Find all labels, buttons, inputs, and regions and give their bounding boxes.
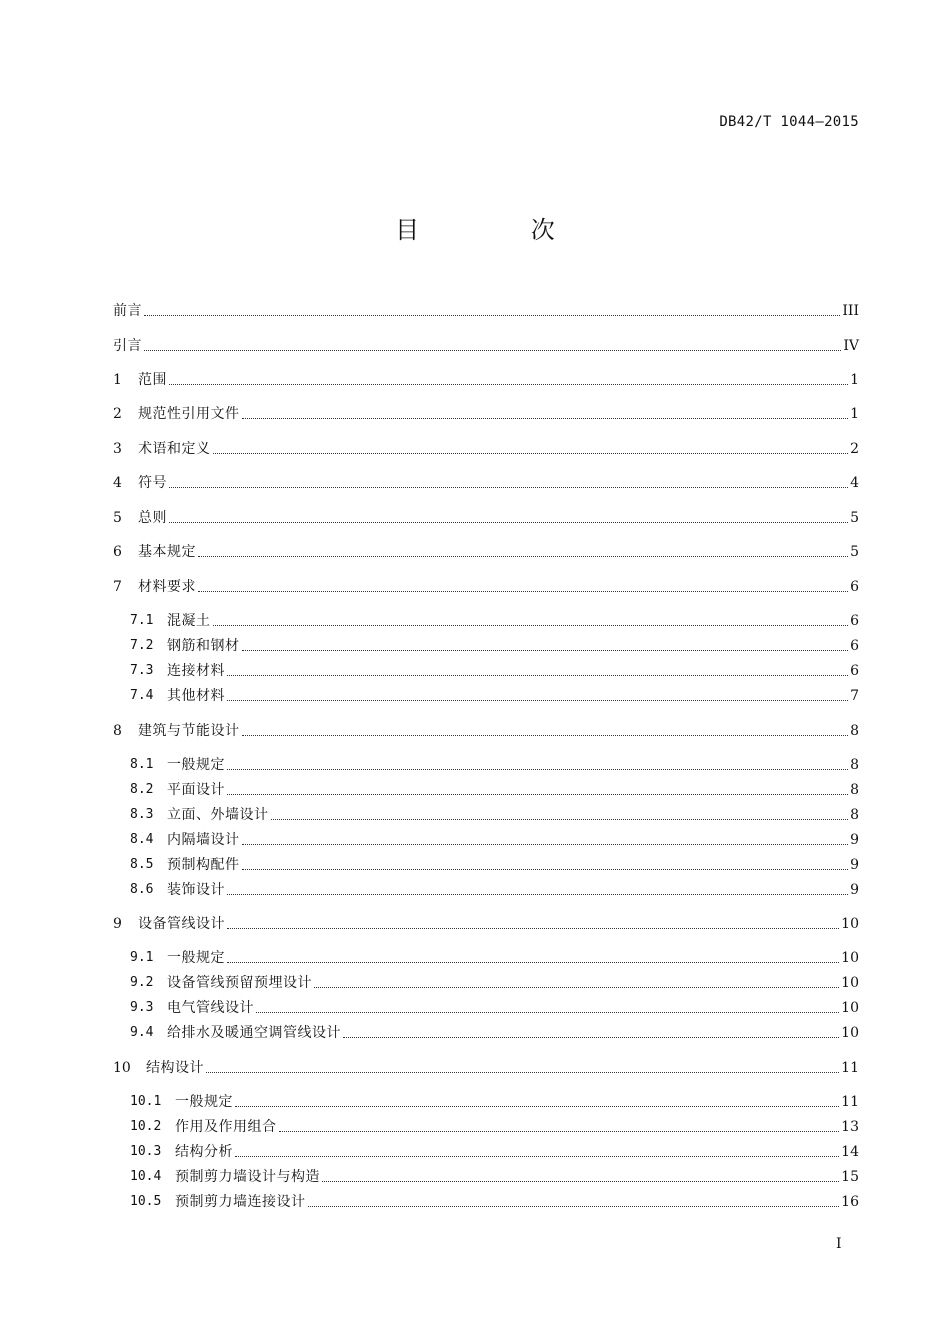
toc-entry-number: 6 (113, 544, 122, 560)
toc-dot-leader (198, 590, 848, 592)
toc-entry-label: 范围 (138, 372, 167, 388)
toc-entry-page: 1 (850, 372, 859, 388)
toc-dot-leader (169, 521, 848, 523)
toc-entry-page: 8 (850, 807, 859, 823)
toc-dot-leader (206, 1071, 839, 1073)
toc-dot-leader (227, 893, 848, 895)
toc-entry-page: 15 (841, 1169, 859, 1185)
toc-entry-number: 7.3 (130, 663, 154, 678)
page-number: I (836, 1236, 842, 1252)
toc-entry-number: 9.4 (130, 1025, 154, 1040)
toc-dot-leader (227, 927, 839, 929)
toc-entry-label: 基本规定 (138, 544, 196, 560)
toc-entry-number: 8.1 (130, 757, 154, 772)
toc-entry-number: 8.3 (130, 807, 154, 822)
toc-entry-number: 9.1 (130, 950, 154, 965)
toc-entry-label: 一般规定 (175, 1094, 233, 1110)
toc-entry-number: 5 (113, 510, 122, 526)
toc-entry-page: 13 (841, 1119, 859, 1135)
toc-entry-label: 预制剪力墙连接设计 (175, 1194, 306, 1210)
toc-entry[interactable] (113, 404, 859, 424)
toc-entry-page: 9 (850, 832, 859, 848)
toc-entry[interactable] (130, 998, 859, 1018)
toc-dot-leader (198, 555, 848, 557)
toc-entry-page: 11 (841, 1060, 859, 1076)
toc-entry[interactable] (130, 948, 859, 968)
toc-entry-number: 10 (113, 1060, 131, 1076)
toc-entry-number: 1 (113, 372, 122, 388)
toc-entry-label: 结构设计 (146, 1060, 204, 1076)
toc-entry-number: 9 (113, 916, 122, 932)
toc-dot-leader (169, 383, 848, 385)
toc-dot-leader (322, 1180, 839, 1182)
toc-entry-label: 总则 (138, 510, 167, 526)
toc-entry-label: 规范性引用文件 (138, 406, 240, 422)
toc-entry[interactable] (130, 1142, 859, 1162)
toc-entry-label: 前言 (113, 303, 142, 319)
toc-entry-number: 10.4 (130, 1169, 162, 1184)
toc-entry-label: 混凝土 (167, 613, 211, 629)
document-code: DB42/T 1044—2015 (719, 114, 859, 130)
toc-entry-label: 作用及作用组合 (175, 1119, 277, 1135)
toc-entry[interactable] (130, 611, 859, 631)
toc-dot-leader (144, 314, 840, 316)
toc-dot-leader (235, 1105, 839, 1107)
toc-entry[interactable] (113, 301, 859, 321)
toc-entry-label: 符号 (138, 475, 167, 491)
toc-dot-leader (279, 1130, 840, 1132)
toc-entry-label: 一般规定 (167, 757, 225, 773)
toc-entry[interactable] (130, 855, 859, 875)
toc-dot-leader (213, 452, 849, 454)
toc-entry-page: 8 (850, 723, 859, 739)
toc-entry[interactable] (113, 914, 859, 934)
toc-dot-leader (271, 818, 849, 820)
toc-entry-number: 3 (113, 441, 122, 457)
toc-entry-label: 预制构配件 (167, 857, 240, 873)
toc-entry[interactable] (130, 1092, 859, 1112)
toc-entry-number: 10.5 (130, 1194, 162, 1209)
toc-entry[interactable] (130, 880, 859, 900)
toc-entry-number: 9.2 (130, 975, 154, 990)
toc-entry-page: 2 (850, 441, 859, 457)
toc-entry[interactable] (113, 508, 859, 528)
toc-dot-leader (256, 1011, 839, 1013)
toc-dot-leader (308, 1205, 840, 1207)
toc-entry-label: 材料要求 (138, 579, 196, 595)
toc-entry-number: 10.1 (130, 1094, 162, 1109)
toc-entry[interactable] (113, 577, 859, 597)
toc-entry[interactable] (130, 1192, 859, 1212)
toc-dot-leader (213, 624, 849, 626)
toc-entry-page: 10 (841, 1000, 859, 1016)
toc-entry-number: 8.2 (130, 782, 154, 797)
toc-entry[interactable] (130, 755, 859, 775)
toc-entry-page: 6 (850, 663, 859, 679)
toc-entry-page: 9 (850, 882, 859, 898)
toc-entry-number: 8 (113, 723, 122, 739)
toc-entry-number: 7.1 (130, 613, 154, 628)
toc-entry[interactable] (130, 1117, 859, 1137)
toc-entry-page: 11 (841, 1094, 859, 1110)
toc-entry-page: 9 (850, 857, 859, 873)
toc-entry[interactable] (113, 473, 859, 493)
toc-entry-label: 给排水及暖通空调管线设计 (167, 1025, 341, 1041)
toc-dot-leader (227, 674, 848, 676)
toc-entry-label: 结构分析 (175, 1144, 233, 1160)
toc-entry-label: 引言 (113, 338, 142, 354)
toc-entry[interactable] (113, 370, 859, 390)
toc-entry-page: III (842, 303, 859, 319)
toc-dot-leader (242, 649, 849, 651)
toc-entry-label: 设备管线预留预埋设计 (167, 975, 312, 991)
toc-entry-label: 内隔墙设计 (167, 832, 240, 848)
toc-entry-number: 10.3 (130, 1144, 162, 1159)
toc-entry-label: 术语和定义 (138, 441, 211, 457)
toc-entry-page: IV (843, 338, 859, 354)
toc-entry[interactable] (113, 1058, 859, 1078)
toc-entry-number: 2 (113, 406, 122, 422)
toc-entry[interactable] (130, 661, 859, 681)
toc-entry[interactable] (130, 973, 859, 993)
toc-entry-label: 立面、外墙设计 (167, 807, 269, 823)
toc-entry-page: 5 (850, 510, 859, 526)
toc-entry-page: 10 (841, 950, 859, 966)
toc-entry[interactable] (130, 636, 859, 656)
toc-entry-page: 8 (850, 782, 859, 798)
toc-entry-page: 6 (850, 579, 859, 595)
toc-entry-label: 连接材料 (167, 663, 225, 679)
toc-entry-label: 建筑与节能设计 (138, 723, 240, 739)
toc-entry-page: 7 (850, 688, 859, 704)
toc-entry-number: 8.5 (130, 857, 154, 872)
toc-entry[interactable] (130, 780, 859, 800)
toc-dot-leader (169, 486, 848, 488)
toc-entry-page: 10 (841, 975, 859, 991)
toc-title: 目 次 (395, 216, 607, 244)
toc-entry-label: 设备管线设计 (138, 916, 225, 932)
toc-dot-leader (227, 768, 848, 770)
toc-entry-label: 其他材料 (167, 688, 225, 704)
toc-entry-page: 16 (841, 1194, 859, 1210)
toc-dot-leader (242, 417, 849, 419)
toc-dot-leader (343, 1036, 839, 1038)
toc-entry-number: 8.4 (130, 832, 154, 847)
toc-entry-page: 5 (850, 544, 859, 560)
toc-dot-leader (227, 699, 848, 701)
toc-entry[interactable] (130, 1167, 859, 1187)
toc-dot-leader (242, 868, 849, 870)
toc-entry-label: 平面设计 (167, 782, 225, 798)
toc-dot-leader (227, 961, 839, 963)
toc-entry-number: 10.2 (130, 1119, 162, 1134)
toc-entry[interactable] (113, 336, 859, 356)
toc-entry-number: 7.4 (130, 688, 154, 703)
toc-entry-page: 8 (850, 757, 859, 773)
toc-entry-page: 1 (850, 406, 859, 422)
toc-entry-number: 7 (113, 579, 122, 595)
toc-entry-page: 10 (841, 1025, 859, 1041)
toc-dot-leader (144, 349, 841, 351)
toc-entry[interactable] (113, 439, 859, 459)
toc-entry-label: 一般规定 (167, 950, 225, 966)
toc-entry-page: 6 (850, 613, 859, 629)
toc-entry-label: 钢筋和钢材 (167, 638, 240, 654)
toc-entry[interactable] (130, 686, 859, 706)
toc-entry-label: 预制剪力墙设计与构造 (175, 1169, 320, 1185)
toc-entry[interactable] (113, 721, 859, 741)
toc-entry[interactable] (130, 1023, 859, 1043)
toc-entry[interactable] (130, 805, 859, 825)
toc-entry-number: 8.6 (130, 882, 154, 897)
toc-entry-number: 7.2 (130, 638, 154, 653)
toc-dot-leader (314, 986, 839, 988)
toc-entry-number: 4 (113, 475, 122, 491)
toc-dot-leader (242, 843, 849, 845)
toc-entry-label: 装饰设计 (167, 882, 225, 898)
toc-entry-page: 4 (850, 475, 859, 491)
toc-entry-page: 10 (841, 916, 859, 932)
toc-entry[interactable] (130, 830, 859, 850)
toc-entry-page: 14 (841, 1144, 859, 1160)
toc-entry-label: 电气管线设计 (167, 1000, 254, 1016)
toc-entry[interactable] (113, 542, 859, 562)
toc-dot-leader (242, 734, 849, 736)
toc-dot-leader (227, 793, 848, 795)
toc-dot-leader (235, 1155, 839, 1157)
toc-entry-number: 9.3 (130, 1000, 154, 1015)
toc-entry-page: 6 (850, 638, 859, 654)
